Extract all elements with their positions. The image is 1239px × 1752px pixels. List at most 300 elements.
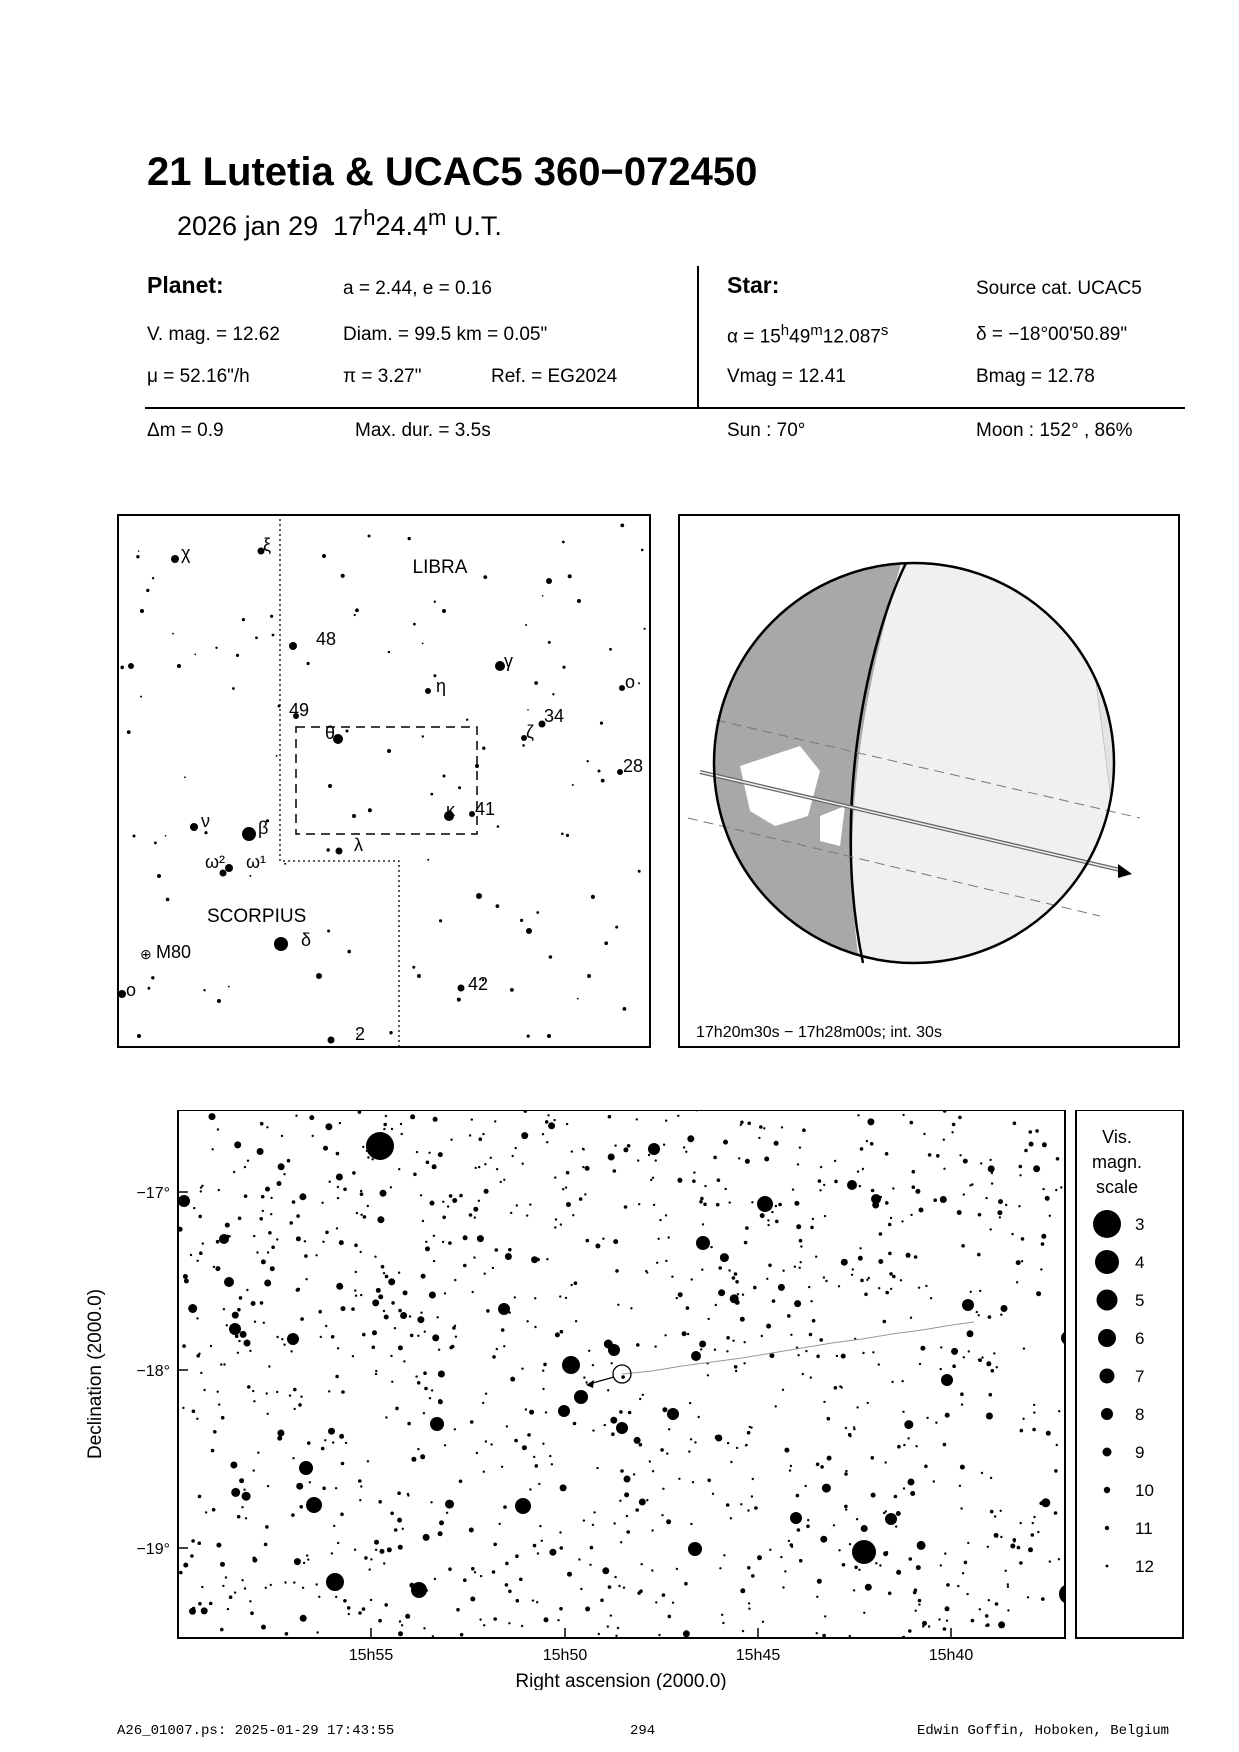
- field-star: [967, 1330, 974, 1337]
- finder-star: [562, 666, 565, 669]
- field-star: [482, 1133, 484, 1135]
- finder-star: [388, 651, 390, 653]
- field-star: [534, 1326, 536, 1328]
- field-star: [859, 1247, 861, 1249]
- field-star: [362, 1333, 366, 1337]
- field-star: [555, 1332, 560, 1337]
- field-star: [1021, 1260, 1023, 1262]
- scale-title-1: Vis.: [1102, 1127, 1132, 1147]
- field-star: [571, 1150, 573, 1152]
- field-star: [438, 1399, 442, 1403]
- field-star: [234, 1591, 236, 1593]
- field-star: [415, 1375, 417, 1377]
- field-star: [381, 1265, 385, 1269]
- field-star: [867, 1118, 874, 1125]
- field-star: [818, 1179, 822, 1183]
- field-star: [534, 1297, 536, 1299]
- field-star: [730, 1517, 732, 1519]
- field-star: [952, 1123, 956, 1127]
- field-star: [963, 1193, 965, 1195]
- field-star: [541, 1540, 543, 1542]
- field-star: [1022, 1418, 1024, 1420]
- field-star: [196, 1354, 200, 1358]
- field-star: [719, 1567, 721, 1569]
- field-star: [941, 1374, 953, 1386]
- label-28: 28: [623, 756, 644, 776]
- field-star: [928, 1625, 930, 1627]
- field-star: [407, 1422, 411, 1426]
- field-star: [962, 1572, 964, 1574]
- field-star: [816, 1355, 820, 1359]
- star-vmag: Vmag = 12.41: [727, 366, 846, 387]
- field-star: [903, 1487, 905, 1489]
- field-star: [858, 1256, 863, 1261]
- field-star: [256, 1251, 258, 1253]
- field-star: [512, 1155, 514, 1157]
- label-nu: ν: [201, 811, 210, 831]
- field-star: [565, 1186, 567, 1188]
- field-star: [398, 1272, 400, 1274]
- scale-dot: [1100, 1369, 1115, 1384]
- finder-star: [203, 989, 205, 991]
- field-star: [372, 1346, 376, 1350]
- field-star: [549, 1455, 551, 1457]
- finder-star: [128, 663, 134, 669]
- field-star: [810, 1300, 812, 1302]
- field-star: [270, 1213, 272, 1215]
- field-star: [618, 1585, 620, 1587]
- field-star: [981, 1356, 983, 1358]
- field-star: [753, 1286, 757, 1290]
- field-star: [957, 1210, 962, 1215]
- scale-mag-label: 10: [1135, 1481, 1154, 1500]
- event-date: 2026 jan 29: [177, 211, 319, 241]
- field-star: [291, 1513, 295, 1517]
- field-star: [1049, 1560, 1051, 1562]
- field-star: [908, 1479, 915, 1486]
- field-star: [339, 1434, 344, 1439]
- field-star: [617, 1627, 619, 1629]
- field-star: [571, 1284, 573, 1286]
- field-star: [244, 1166, 246, 1168]
- field-star: [367, 1460, 369, 1462]
- field-star: [870, 1142, 874, 1146]
- field-star: [250, 1611, 254, 1615]
- field-star: [824, 1615, 826, 1617]
- finder-star: [542, 595, 544, 597]
- field-star: [989, 1393, 993, 1397]
- field-star: [610, 1417, 617, 1424]
- field-star: [261, 1259, 266, 1264]
- field-star: [978, 1359, 980, 1361]
- field-star: [611, 1362, 613, 1364]
- field-star: [407, 1493, 409, 1495]
- field-star: [784, 1448, 789, 1453]
- field-star: [985, 1625, 987, 1627]
- field-star: [546, 1141, 548, 1143]
- field-star: [991, 1182, 993, 1184]
- field-star: [303, 1562, 305, 1564]
- ra-sec: 12.087: [822, 326, 881, 348]
- field-star: [936, 1154, 940, 1158]
- field-star: [1007, 1609, 1009, 1611]
- field-star: [970, 1291, 972, 1293]
- field-star: [678, 1292, 683, 1297]
- field-star: [324, 1439, 326, 1441]
- field-star: [254, 1321, 256, 1323]
- field-star: [930, 1297, 932, 1299]
- field-star: [614, 1144, 616, 1146]
- moon-info: Moon : 152° , 86%: [976, 420, 1133, 441]
- finder-star: [249, 875, 251, 877]
- field-star: [827, 1456, 832, 1461]
- field-star: [378, 1619, 382, 1623]
- field-star: [852, 1268, 854, 1270]
- finder-star: [534, 681, 538, 685]
- field-star: [574, 1281, 578, 1285]
- field-star: [508, 1590, 512, 1594]
- field-star: [986, 1413, 993, 1420]
- field-star: [198, 1215, 202, 1219]
- field-star: [463, 1264, 467, 1268]
- field-star: [216, 1543, 221, 1548]
- scale-dot: [1103, 1448, 1112, 1457]
- field-star: [383, 1562, 385, 1564]
- field-star: [630, 1307, 632, 1309]
- field-star: [738, 1157, 740, 1159]
- field-star: [1058, 1410, 1060, 1412]
- field-star: [196, 1418, 198, 1420]
- field-star: [356, 1212, 358, 1214]
- field-star: [271, 1246, 275, 1250]
- scale-mag-label: 5: [1135, 1291, 1145, 1310]
- field-star: [537, 1552, 539, 1554]
- field-star: [1041, 1242, 1045, 1246]
- field-star: [200, 1372, 202, 1374]
- field-star: [885, 1461, 887, 1463]
- field-star: [810, 1226, 814, 1230]
- field-star: [989, 1159, 991, 1161]
- field-star: [1000, 1510, 1002, 1512]
- field-star: [781, 1126, 783, 1128]
- field-star: [430, 1501, 432, 1503]
- field-star: [790, 1465, 792, 1467]
- field-star: [387, 1547, 392, 1552]
- field-star: [358, 1479, 362, 1483]
- field-star: [961, 1244, 965, 1248]
- field-star: [653, 1204, 655, 1206]
- field-star: [584, 1193, 586, 1195]
- field-star: [383, 1272, 385, 1274]
- field-star: [483, 1471, 485, 1473]
- field-star: [704, 1185, 706, 1187]
- star-dec: δ = −18°00'50.89": [976, 324, 1128, 345]
- field-star: [371, 1158, 373, 1160]
- field-star: [767, 1219, 769, 1221]
- field-star: [626, 1515, 628, 1517]
- field-star: [613, 1169, 617, 1173]
- field-star: [863, 1541, 867, 1545]
- field-star: [968, 1350, 970, 1352]
- finder-star: [276, 755, 278, 757]
- field-star: [656, 1262, 658, 1264]
- field-star: [529, 1488, 531, 1490]
- field-star: [390, 1355, 392, 1357]
- field-star: [417, 1381, 421, 1385]
- field-star: [662, 1593, 666, 1597]
- finder-star: [525, 624, 527, 626]
- field-star: [648, 1154, 650, 1156]
- field-star: [261, 1195, 265, 1199]
- field-star: [237, 1308, 241, 1312]
- field-star: [343, 1599, 347, 1603]
- field-star: [446, 1512, 448, 1514]
- field-star: [823, 1184, 825, 1186]
- star-chart-svg: [84, 1110, 1184, 1690]
- field-star: [775, 1405, 777, 1407]
- field-star: [294, 1558, 301, 1565]
- field-star: [885, 1152, 889, 1156]
- field-star: [423, 1412, 425, 1414]
- field-star: [902, 1114, 904, 1116]
- field-star: [178, 1195, 190, 1207]
- field-star: [988, 1599, 990, 1601]
- field-star: [740, 1121, 744, 1125]
- field-star: [210, 1345, 212, 1347]
- field-star: [390, 1186, 392, 1188]
- field-star: [284, 1581, 286, 1583]
- field-star: [536, 1258, 540, 1262]
- field-star: [910, 1317, 912, 1319]
- scale-dot: [1104, 1487, 1110, 1493]
- field-star: [690, 1438, 692, 1440]
- field-star: [686, 1306, 690, 1310]
- field-star: [521, 1368, 523, 1370]
- field-star: [398, 1168, 400, 1170]
- field-star: [717, 1178, 721, 1182]
- field-star: [871, 1456, 875, 1460]
- field-star: [692, 1179, 696, 1183]
- field-star: [244, 1587, 246, 1589]
- field-star: [946, 1620, 948, 1622]
- field-star: [559, 1531, 561, 1533]
- field-star: [775, 1205, 777, 1207]
- field-star: [723, 1554, 725, 1556]
- field-star: [227, 1608, 229, 1610]
- field-star: [740, 1503, 742, 1505]
- field-star: [708, 1318, 710, 1320]
- field-star: [555, 1218, 557, 1220]
- constellation-boundary: [280, 516, 399, 1046]
- field-star: [572, 1214, 574, 1216]
- finder-star: [154, 842, 157, 845]
- field-star: [715, 1435, 722, 1442]
- field-star: [428, 1152, 430, 1154]
- field-star: [318, 1596, 320, 1598]
- field-star: [698, 1416, 700, 1418]
- field-star: [579, 1197, 583, 1201]
- finder-star: [232, 687, 235, 690]
- field-star: [896, 1570, 901, 1575]
- label-42: 42: [468, 974, 489, 994]
- field-star: [849, 1543, 851, 1545]
- field-star: [1011, 1233, 1013, 1235]
- field-star: [469, 1528, 474, 1533]
- field-star: [193, 1207, 195, 1209]
- field-star: [996, 1366, 998, 1368]
- field-star: [747, 1431, 751, 1435]
- field-star: [253, 1235, 255, 1237]
- field-star: [796, 1494, 800, 1498]
- field-star: [685, 1151, 687, 1153]
- field-star: [360, 1485, 362, 1487]
- field-star: [900, 1279, 902, 1281]
- event-datetime: [177, 205, 502, 242]
- field-star: [383, 1123, 387, 1127]
- field-star: [662, 1407, 667, 1412]
- field-star: [1007, 1586, 1009, 1588]
- label-48: 48: [316, 629, 337, 649]
- finder-star: [255, 636, 258, 639]
- field-star: [217, 1128, 219, 1130]
- field-star: [582, 1166, 584, 1168]
- finder-star: [172, 633, 174, 635]
- field-star: [732, 1340, 734, 1342]
- field-star: [636, 1343, 640, 1347]
- field-star: [538, 1483, 540, 1485]
- field-star: [197, 1260, 199, 1262]
- field-star: [424, 1331, 426, 1333]
- field-star: [853, 1589, 855, 1591]
- field-star: [654, 1345, 656, 1347]
- field-star: [885, 1291, 889, 1295]
- label-omicron-scorpius: o: [126, 980, 137, 1000]
- field-star: [672, 1602, 674, 1604]
- field-star: [951, 1131, 953, 1133]
- finder-star: [577, 998, 579, 1000]
- field-star: [585, 1166, 590, 1171]
- label-lambda: λ: [354, 835, 363, 855]
- field-star: [726, 1503, 730, 1507]
- field-star: [671, 1276, 673, 1278]
- field-star: [567, 1572, 572, 1577]
- field-star: [963, 1159, 968, 1164]
- field-star: [243, 1489, 245, 1491]
- field-star: [403, 1360, 405, 1362]
- field-star: [787, 1314, 791, 1318]
- field-star: [872, 1351, 874, 1353]
- finder-star: [615, 926, 618, 929]
- field-star: [910, 1491, 915, 1496]
- field-star: [888, 1252, 892, 1256]
- field-star: [857, 1114, 859, 1116]
- field-star: [516, 1599, 520, 1603]
- field-star: [283, 1344, 285, 1346]
- field-star: [897, 1445, 901, 1449]
- label-kappa: κ: [446, 800, 455, 820]
- field-star: [610, 1614, 612, 1616]
- field-star: [211, 1449, 215, 1453]
- field-star: [483, 1624, 485, 1626]
- field-star: [910, 1121, 914, 1125]
- field-star: [805, 1485, 807, 1487]
- field-star: [299, 1461, 313, 1475]
- field-star: [372, 1330, 377, 1335]
- field-star: [304, 1240, 306, 1242]
- field-star: [833, 1524, 835, 1526]
- field-star: [1046, 1431, 1051, 1436]
- scale-dot: [1093, 1210, 1121, 1238]
- field-star: [535, 1464, 539, 1468]
- field-star: [961, 1403, 963, 1405]
- field-star: [1037, 1531, 1039, 1533]
- field-star: [659, 1219, 661, 1221]
- field-star: [383, 1310, 385, 1312]
- field-star: [287, 1333, 299, 1345]
- field-star: [799, 1267, 801, 1269]
- field-star: [545, 1120, 549, 1124]
- finder-star: [165, 835, 167, 837]
- field-star: [229, 1323, 241, 1335]
- finder-star: [138, 550, 140, 552]
- field-star: [836, 1355, 838, 1357]
- field-star: [646, 1499, 648, 1501]
- field-star: [479, 1618, 481, 1620]
- field-star: [943, 1139, 945, 1141]
- field-star: [484, 1163, 486, 1165]
- finder-star: [623, 1007, 627, 1011]
- field-star: [990, 1228, 992, 1230]
- field-star: [713, 1156, 717, 1160]
- field-star: [438, 1371, 445, 1378]
- field-star: [799, 1239, 803, 1243]
- dec-ticks: [136, 1185, 188, 1558]
- field-star: [478, 1200, 480, 1202]
- field-star: [375, 1549, 377, 1551]
- field-star: [816, 1596, 818, 1598]
- field-star: [889, 1272, 893, 1276]
- field-star: [990, 1477, 992, 1479]
- field-star: [351, 1307, 355, 1311]
- field-star: [333, 1525, 335, 1527]
- field-star: [1049, 1215, 1051, 1217]
- finder-star: [587, 974, 591, 978]
- field-star: [366, 1132, 394, 1160]
- field-star: [268, 1231, 272, 1235]
- field-star: [203, 1389, 205, 1391]
- field-star: [281, 1135, 283, 1137]
- scale-dot: [1105, 1526, 1109, 1530]
- field-star: [266, 1392, 268, 1394]
- field-star: [546, 1258, 548, 1260]
- field-star: [400, 1123, 402, 1125]
- field-star: [325, 1231, 329, 1235]
- field-star: [499, 1523, 501, 1525]
- field-star: [589, 1564, 591, 1566]
- field-star: [871, 1493, 876, 1498]
- finder-star: [328, 784, 332, 788]
- field-star: [912, 1185, 916, 1189]
- field-star: [493, 1617, 497, 1621]
- field-star: [253, 1469, 255, 1471]
- field-star: [553, 1119, 555, 1121]
- field-star: [794, 1266, 796, 1268]
- field-star: [302, 1587, 304, 1589]
- field-star: [617, 1304, 619, 1306]
- field-star: [1013, 1121, 1017, 1125]
- field-star: [922, 1621, 927, 1626]
- field-star: [616, 1422, 628, 1434]
